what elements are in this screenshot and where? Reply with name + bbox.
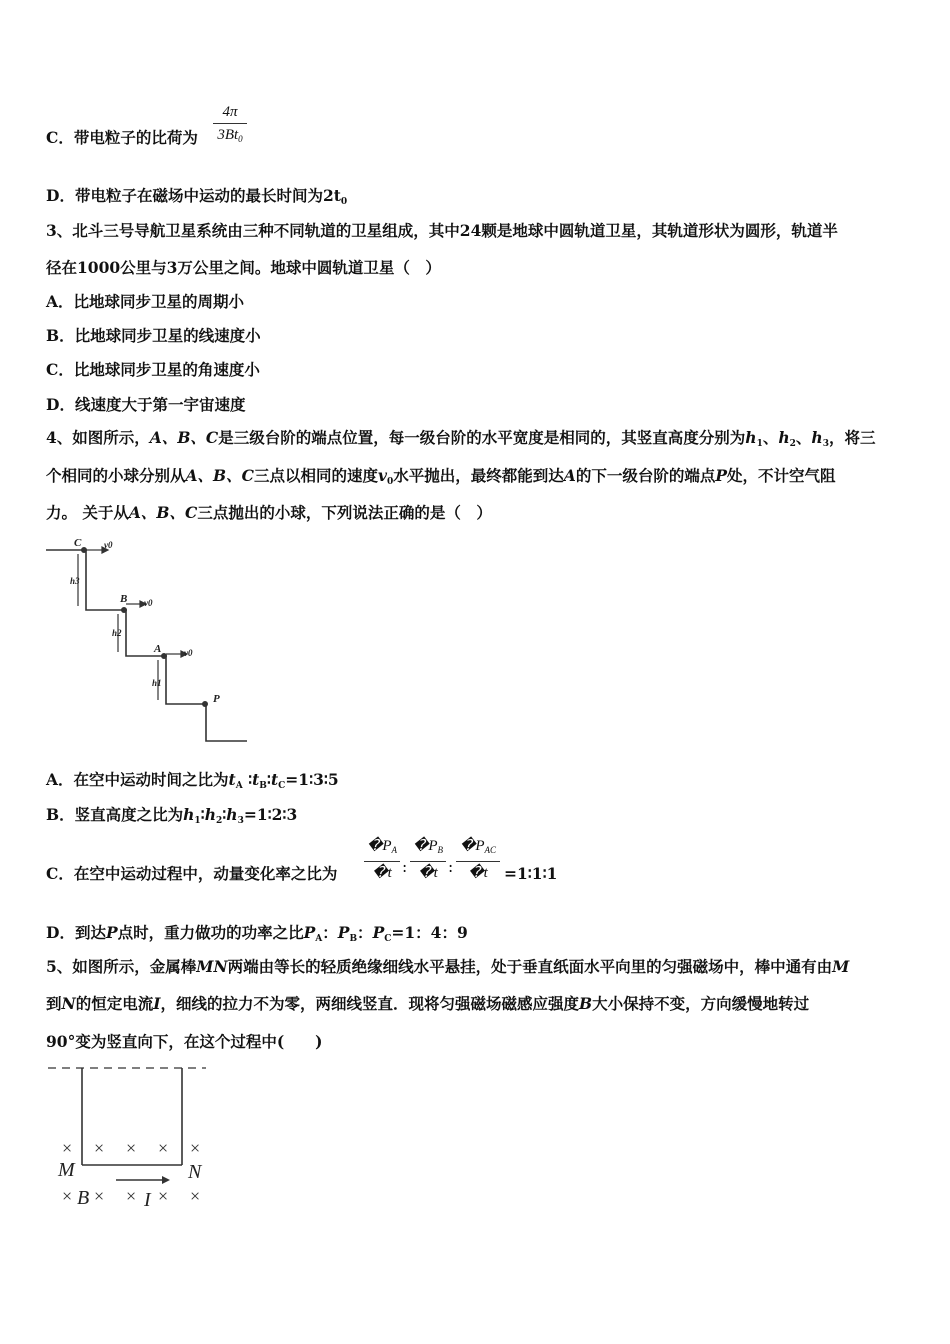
q3-stem-line1: 3、北斗三号导航卫星系统由三种不同轨道的卫星组成，其中24颗是地球中圆轨道卫星，其轨道形状为圆形，轨道半 xyxy=(46,221,838,240)
q5-fig-label-i: I xyxy=(144,1189,151,1210)
q3-option-b: B．比地球同步卫星的线速度小 xyxy=(46,326,261,345)
q4-fig-h1: h1 xyxy=(152,678,162,688)
q4-option-b: B．竖直高度之比为$h_1∶h_2∶h_3=1∶2∶3$ xyxy=(46,805,298,826)
svg-text:×: × xyxy=(126,1138,137,1158)
q4-option-c-values: =1∶1∶1 xyxy=(504,864,558,883)
q4-fig-label-b: B xyxy=(120,593,128,605)
svg-text:×: × xyxy=(62,1186,73,1206)
q3-option-c: C．比地球同步卫星的角速度小 xyxy=(46,360,260,379)
q5-fig-label-m: M xyxy=(58,1159,75,1181)
q2-c-fraction xyxy=(213,104,247,147)
q5-fig-label-n: N xyxy=(188,1161,202,1183)
svg-text:×: × xyxy=(62,1138,73,1158)
q5-fig-label-b: B xyxy=(77,1187,90,1209)
q4-c-frac1: $�P_A$ �t xyxy=(364,838,400,881)
q4-c-frac2: $�P_B$ �t xyxy=(410,838,446,881)
q5-stem-line2: 到N的恒定电流I，细线的拉力不为零，两细线竖直．现将匀强磁场磁感应强度B大小保持不变，方向缓慢地转过 xyxy=(46,994,810,1013)
q4-fig-label-a: A xyxy=(154,643,162,655)
svg-text:×: × xyxy=(190,1138,201,1158)
q2-option-d: D．带电粒子在磁场中运动的最长时间为$2t_0$ xyxy=(46,186,348,207)
q4-fig-v0-b: v0 xyxy=(144,598,153,608)
q2-option-c-text: C．带电粒子的比荷为 xyxy=(46,128,198,147)
q4-fig-h3: h3 xyxy=(70,576,80,586)
svg-text:×: × xyxy=(158,1186,169,1206)
q4-option-a: A．在空中运动时间之比为$t_A$ $∶t_B∶t_C=1∶3∶5$ xyxy=(46,770,339,791)
q3-option-d: D．线速度大于第一宇宙速度 xyxy=(46,395,246,414)
q4-staircase-figure xyxy=(40,532,260,752)
q5-stem-line3: 90°变为竖直向下，在这个过程中( ) xyxy=(46,1032,323,1051)
q4-fig-h2: h2 xyxy=(112,628,122,638)
q2-c-denominator: $3Bt_0$ xyxy=(217,127,243,144)
q4-option-c: C．在空中运动过程中，动量变化率之比为 xyxy=(46,864,338,883)
q3-stem-line2: 径在1000公里与3万公里之间。地球中圆轨道卫星（ ） xyxy=(46,258,441,277)
q4-stem-line1: 4、如图所示，A、B、C是三级台阶的端点位置，每一级台阶的水平宽度是相同的，其竖直高度分别为$h_1$、$h_2$、$h_3$，将三 xyxy=(46,428,876,449)
q5-stem-line1: 5、如图所示，金属棒MN两端由等长的轻质绝缘细线水平悬挂，处于垂直纸面水平向里的匀强磁场中，棒中通有由M xyxy=(46,957,850,976)
q4-c-frac3: $�P_{AC}$ �t xyxy=(456,838,500,881)
q4-stem-line2: 个相同的小球分别从A、B、C三点以相同的速度$v_0$水平抛出，最终都能到达A的下一级台阶的端点P处，不计空气阻 xyxy=(46,466,836,487)
svg-text:×: × xyxy=(126,1186,137,1206)
q4-option-d: D．到达P点时，重力做功的功率之比$P_A$：$P_B$：$P_C=1$：4：9 xyxy=(46,923,468,944)
q4-stem-line3: 力。 关于从A、B、C三点抛出的小球，下列说法正确的是（ ） xyxy=(46,503,492,522)
svg-text:×: × xyxy=(190,1186,201,1206)
q4-fig-v0-a: v0 xyxy=(184,648,193,658)
q4-fig-v0-c: v0 xyxy=(104,540,113,550)
q2-c-numerator: 4π xyxy=(222,104,238,120)
q4-fig-label-p: P xyxy=(213,693,220,705)
svg-text:×: × xyxy=(158,1138,169,1158)
svg-text:×: × xyxy=(94,1138,105,1158)
q2-option-c xyxy=(46,128,198,148)
svg-text:×: × xyxy=(94,1186,105,1206)
q5-magnetic-field-figure xyxy=(40,1060,230,1210)
q3-option-a: A．比地球同步卫星的周期小 xyxy=(46,292,245,311)
q4-fig-label-c: C xyxy=(74,537,82,549)
